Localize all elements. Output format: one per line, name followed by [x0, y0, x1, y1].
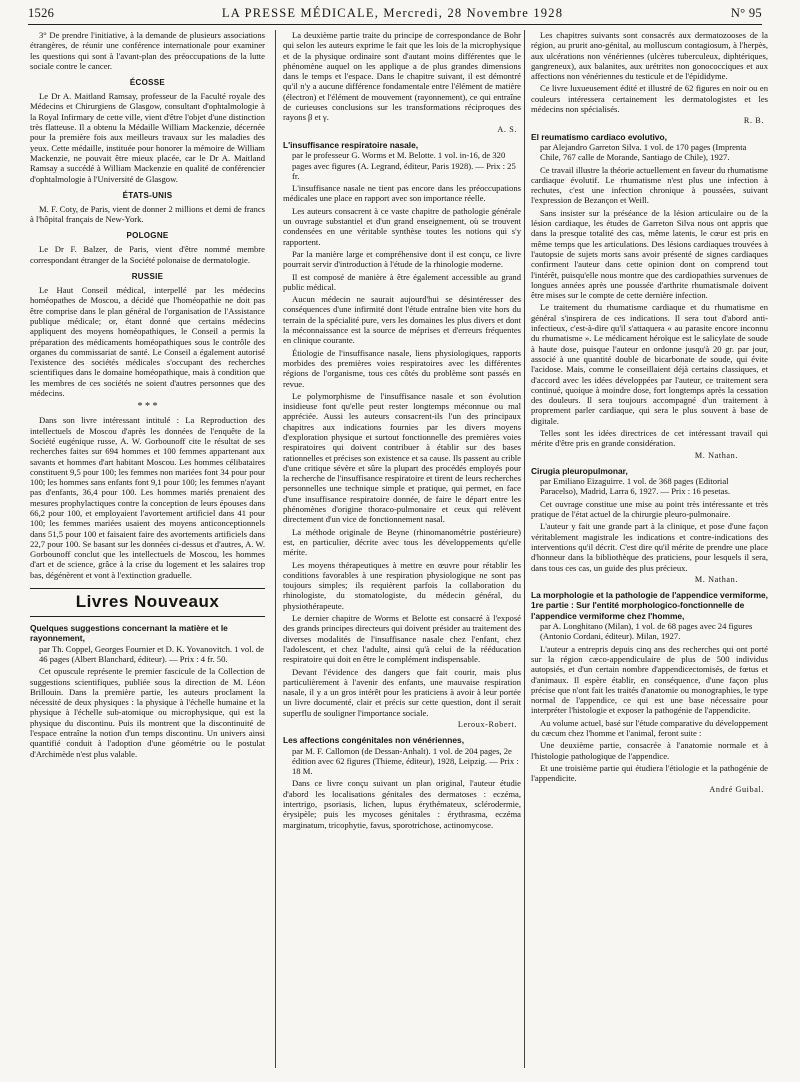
review-signature: A. S.: [497, 124, 517, 134]
asterism-separator: * * *: [137, 401, 158, 413]
ecosse-paragraph: Le Dr A. Maitland Ramsay, professeur de la Faculté royale des Médecins et Chirurgiens de Glasgow, consultant d'ophtalmologie à la Royal Infirmary de cette ville, vient d'être l'objet d'une distinction très flatteuse. Il a obtenu la Médaille William Mackenzie, décernée pour la première fois aux meilleurs travaux sur les maladies des yeux. Cette médaille, instituée pour honorer la mémoire de William Mackenzie, ne pouvait être mieux placée, car le Dr A. Maitland Ramsay a succédé à William Mackenzie en qualité de conférencier d'ophtalmologie à l'Université de Glasgow.: [30, 91, 265, 184]
review-signature: M. Nathan.: [694, 450, 738, 460]
book-info: par Emiliano Eizaguirre. 1 vol. de 368 pages (Editorial Paracelso), Madrid, Larra 6, 1927. — Prix : 16 pesetas.: [540, 476, 730, 497]
book-review-paragraph: Cet opuscule représente le premier fascicule de la Collection de suggestions scientifiques, publiée sous la direction de M. Léon Brillouin. Dans la première partie, les auteurs proclament la nécessité de deux physiques : la physique à l'échelle humaine et la physique à l'échelle sub-atomique ou microphysique, qui est la physique du discontinu. Puis ils montrent que la discontinuité de l'espace entraîne la notion d'un temps discontinu. Un univers ainsi quantifié conduit à l'adoption d'une géométrie ou le postulat d'Archimède n'est plus valable.: [30, 666, 265, 759]
book-review-paragraph: Étiologie de l'insuffisance nasale, liens physiologiques, rapports morbides des premières voies respiratoires avec les différentes régions de l'organisme, tous ces côtés du problème sont passés en revue.: [283, 347, 521, 389]
book-review-paragraph: Aucun médecin ne saurait aujourd'hui se désintéresser des conséquences d'une infirmité dont l'étude entraîne bien vite hors du terrain de la spécialité pure, vers les domaines les plus divers et dont la méconnaissance est la source de méprises et d'erreurs fréquentes en clinique courante.: [283, 294, 521, 346]
section-heading-etats-unis: ÉTATS-UNIS: [122, 190, 173, 200]
book-title: Cirugia pleuropulmonar,: [531, 465, 628, 476]
book-entry: [531, 590, 768, 641]
pologne-paragraph: Le Dr F. Balzer, de Paris, vient d'être nommé membre correspondant étranger de la Société polonaise de dermatologie.: [30, 244, 265, 265]
book-review-paragraph: Dans ce livre conçu suivant un plan original, l'auteur étudie d'abord les localisations génitales des dermatoses : eczéma, intertrigo, psoriasis, lichen, lupus érythémateux, sclérodermie, érysipèle; puis les mycoses génitales : érythrasma, eczéma marginatum, tricophytie, favus, sporotrichose, actinomycose.: [283, 778, 521, 830]
book-review-paragraph: Le polymorphisme de l'insuffisance nasale et son évolution insidieuse font qu'elle peut rester longtemps méconnue ou mal appréciée. Aussi les auteurs consacrent-ils l'un des principaux chapitres aux indications fournies par les divers moyens d'exploration physique et surtout fonctionnelle des premières voies respiratoires qui doivent contribuer à établir sur des bases rationnelles et précises son existence et sa cause. Ils passent au crible d'une critique sévère et sûre la plupart des procédés employés pour la recherche de l'insuffisance respiratoire et tirent de leurs recherches personnelles une technique simple et pratique, qui permet, en face d'une insuffisance respiratoire donnée, de faire le départ entre les phénomènes d'origine thoraco-pulmonaire et ceux qui relèvent directement d'un vice de fonctionnement nasal.: [283, 390, 521, 525]
book-review-paragraph: Il est composé de manière à être également accessible au grand public médical.: [283, 271, 521, 292]
review-continuation: Ce livre luxueusement édité et illustré de 62 figures en noir ou en couleurs intéressera certainement les dermatologistes et les médecins non spécialisés.: [531, 83, 768, 115]
column-2: [283, 30, 521, 832]
book-review-paragraph: Le dernier chapitre de Worms et Belotte est consacré à l'exposé des grands principes directeurs qui doivent présider au traitement des diverses modalités de l'insuffisance nasale chez l'enfant, chez l'adolescent, et chez l'adulte, ainsi qu'à celui de la rééducation respiratoire qui doit en être le complément indispensable.: [283, 613, 521, 665]
book-entry: [531, 466, 768, 497]
book-entry: [283, 140, 521, 181]
section-heading-russie: RUSSIE: [131, 272, 164, 282]
column-divider: [275, 30, 276, 1068]
book-title: Quelques suggestions concernant la matière et le rayonnement,: [30, 623, 228, 644]
book-review-paragraph: Cet ouvrage constitue une mise au point très intéressante et très pratique de l'état actuel de la chirurgie pleuro-pulmonaire.: [531, 498, 768, 520]
review-signature: André Guibal.: [709, 785, 764, 795]
page-header: [28, 6, 762, 22]
section-heading-pologne: POLOGNE: [126, 231, 169, 241]
book-info: par le professeur G. Worms et M. Belotte. 1 vol. in-16, de 320 pages avec figures (A. Legrand, éditeur, Paris 1928). — Prix : 25 fr.: [292, 150, 516, 181]
book-review-paragraph: L'insuffisance nasale ne tient pas encore dans les préoccupations médicales une place en rapport avec son importance réelle.: [283, 183, 521, 204]
page-number: 1526: [28, 6, 55, 20]
header-rule: [28, 24, 762, 25]
gorbounoff-paragraph: Dans son livre intéressant intitulé : La Reproduction des intellectuels de Moscou d'après les données de l'enquête de la Société eugénique russe, A. W. Gorbounoff cite le résultat de ses recherches faites sur 694 hommes et 100 femmes appartenant aux savants et hommes d'art habitant Moscou. Les hommes célibataires constituent 9,5 pour 100; les femmes non mariées font 34 pour pour 100; les hommes sans enfants font 9,1 pour 100; les femmes n'ayant pas d'enfants, 36,4 pour 100. Les hommes mariés prenaient des mesures prophylactiques contre la conception de leurs épouses dans 66,2 pour 100, et employaient l'avortement artificiel dans 41 pour 100; les femmes mariées usaient des moyens anticonceptionnels dans 51,5 pour 100 et faisaient faire des avortements artificiels dans 22,7 pour 100. Se basant sur les données ci-dessus et d'autres, A. W. Gorbounoff conclut que les intellectuels de Moscou, les hommes d'art et de science, grâce à la crise du logement et les salaires trop bas, dégénèrent et vont à l'extinction graduelle.: [30, 415, 265, 580]
book-review-paragraph: Les auteurs consacrent à ce vaste chapitre de pathologie générale un ouvrage substantiel et d'un grand enseignement, où se trouvent condensées en une véritable synthèse toutes les notions qui s'y rapportent.: [283, 205, 521, 247]
issue-number: N° 95: [730, 6, 762, 20]
book-review-paragraph: L'auteur y fait une grande part à la clinique, et pose d'une façon véritablement magistrale les indications et contre-indications des interventions qu'il décrit. C'est dire qu'il mérite de prendre une place d'honneur dans la bibliothèque des praticiens, pour lesquels il sera, dans tous ces cas, un guide des plus précieux.: [531, 521, 768, 573]
book-info: par M. F. Callomon (de Dessan-Anhalt). 1 vol. de 204 pages, 2e édition avec 62 figures (Thieme, éditeur), 1928, Leipzig. — Prix : 18 M.: [292, 745, 519, 777]
livres-nouveaux-heading: Livres Nouveaux: [30, 588, 265, 617]
book-entry: [531, 132, 768, 163]
column-1: [30, 30, 265, 761]
book-review-paragraph: Par la manière large et compréhensive dont il est conçu, ce livre pourrait servir d'introduction à l'étude de la rhinologie moderne.: [283, 248, 521, 270]
column-divider: [524, 30, 525, 1068]
book-title: El reumatismo cardiaco evolutivo,: [531, 131, 667, 142]
review-signature: Leroux-Robert.: [457, 720, 517, 729]
book-review-paragraph: Le traitement du rhumatisme cardiaque et du rhumatisme en général s'inspirera de ces indications. Il sera tout d'abord anti-infectieux, c'est-à-dire qu'il s'attaquera « au parasite encore inconnu du rhumatisme ». Le médicament héroïque est le salicylate de soude à haute dose, puisque l'auteur en ordonne jusqu'à 20 gr. par jour, associé à une quantité double de bicarbonate de soude, qui évite l'acidose. Mais, comme le conseillaient déjà certains classiques, et d'accord avec les idées développées par l'auteur, ce traitement sera continué, quoique à moindre dose, fort longtemps après la cessation des douleurs. Il sera toujours accompagné d'un traitement à proprement parler cardiaque, qui sera le plus souvent à base de digitale.: [531, 302, 768, 426]
review-signature: M. Nathan.: [694, 574, 738, 584]
book-info: par Alejandro Garreton Silva. 1 vol. de 170 pages (Imprenta Chile, 767 calle de Morande, Santiago de Chile), 1927.: [540, 141, 747, 163]
book-info: par A. Longhitano (Milan), 1 vol. de 68 pages avec 24 figures (Antonio Cordani, éditeur). Milan, 1927.: [540, 621, 753, 642]
book-review-paragraph: Sans insister sur la préséance de la lésion articulaire ou de la lésion cardiaque, les études de Garreton Silva nous ont appris que dans la presque totalité des cas, même latents, le cœur est pris en même temps que les articulations. Des lésions cardiaques trouvées à l'autopsie de sujets morts sans avoir présenté de signes cardiaques confirment l'auteur dans cette opinion dont on comprend tout l'intérêt, puisqu'elle nous montre que des cardiopathies survenues de longues années après une poussée d'arthrite rhumatismale doivent être mises sur le compte de cette dernière infection.: [531, 207, 768, 301]
book-review-paragraph: Et une troisième partie qui étudiera l'étiologie et la pathogénie de l'appendicite.: [531, 762, 768, 784]
book-review-paragraph: Devant l'évidence des dangers que fait courir, mais plus particulièrement à l'avenir des enfants, une mauvaise respiration nasale, il y a un gros intérêt pour les praticiens à avoir à leur portée un livre documenté, clair et précis sur cette question, dont il serait superflu de souligner l'importance sociale.: [283, 666, 521, 718]
book-info: par Th. Coppel, Georges Fournier et D. K. Yovanovitch. 1 vol. de 46 pages (Albert Blanchard, éditeur). — Prix : 4 fr. 50.: [39, 643, 265, 664]
column-3: [531, 30, 768, 800]
book-title: L'insuffisance respiratoire nasale,: [283, 139, 419, 150]
book-entry: [283, 735, 521, 776]
section-heading-ecosse: ÉCOSSE: [129, 78, 166, 88]
cancer-conference-paragraph: 3° De prendre l'initiative, à la demande de plusieurs associations étrangères, de réunir une conférence internationale pour examiner les questions qui sont à l'avant-plan des préoccupations de la lutte sociale contre le cancer.: [30, 30, 265, 71]
book-review-paragraph: Une deuxième partie, consacrée à l'anatomie normale et à l'histologie pathologique de l'appendice.: [531, 740, 768, 761]
book-review-paragraph: L'auteur a entrepris depuis cinq ans des recherches qui ont porté sur la région cæco-appendiculaire de plus de 500 individus autopsiés, et d'un certain nombre d'appendicectomisés, de fœtus et d'animaux. Il espère établir, en conséquence, d'une façon plus précise que n'ont fait les traités d'anatomie ou monographies, le type normal de l'appendice, ce qui est une base nécessaire pour interpréter l'histologie et exposer la pathogénie de l'appendicite.: [531, 643, 768, 716]
book-title: Les affections congénitales non vénériennes,: [283, 735, 465, 746]
book-review-paragraph: Au volume actuel, basé sur l'étude comparative du développement du cæcum chez l'homme et l'animal, feront suite :: [531, 717, 769, 738]
book-review-paragraph: Ce travail illustre la théorie actuellement en faveur du rhumatisme cardiaque évolutif. Le rhumatisme n'est plus une infection à rechutes, c'est une infection chronique à poussées, suivant l'expression de Bezançon et Weill.: [531, 164, 768, 206]
etats-unis-paragraph: M. F. Coty, de Paris, vient de donner 2 millions et demi de francs à l'hôpital français de New-York.: [30, 203, 265, 225]
book-title: La morphologie et la pathologie de l'appendice vermiforme, 1re partie : Sur l'entité morphologico-fonctionnelle de l'appendice vermiforme chez l'homme,: [531, 590, 768, 621]
journal-title: LA PRESSE MÉDICALE, Mercredi, 28 Novembre 1928: [221, 6, 564, 20]
book-entry: [30, 623, 265, 664]
review-continuation: La deuxième partie traite du principe de correspondance de Bohr qui selon les auteurs exprime le fait que les lois de la microphysique et de la physique ordinaire sont d'autant moins différentes que le phénomène auquel on les applique a de plus grandes dimensions dans le temps et l'espace. Dans le chapitre suivant, il est démontré qu'il n'y a aucune différence fondamentale entre l'élément de matière (électron) et l'élément de mouvement (rayonnement), ce qui entraîne de curieuses conclusions sur les transformations réciproques des rayons β et γ.: [283, 30, 521, 123]
book-review-paragraph: Les moyens thérapeutiques à mettre en œuvre pour rétablir les conditions favorables à une respiration physiologique ne sont pas toujours simples; ils requièrent parfois la collaboration du rhinologiste, du stomatologiste, du médecin général, du physiothérapeute.: [283, 559, 521, 611]
book-review-paragraph: Telles sont les idées directrices de cet intéressant travail qui mérite d'être pris en grande considération.: [531, 427, 768, 449]
review-signature: R. B.: [743, 116, 764, 126]
review-continuation: Les chapitres suivants sont consacrés aux dermatozooses de la région, au prurit ano-génital, au molluscum contagiosum, à l'herpès, aux ulcérations non vénériennes (ulcères tuberculeux, diphtériques, gangreneux), aux balanites, aux urétrites non gonococciques et aux affections non vénériennes du testicule et de l'épididyme.: [531, 30, 768, 82]
book-review-paragraph: La méthode originale de Beyne (rhinomanométrie postérieure) est, en particulier, décrite avec tous les développements qu'elle mérite.: [283, 526, 521, 558]
russie-paragraph: Le Haut Conseil médical, interpellé par les médecins homéopathes de Moscou, a décidé que l'homéopathie ne doit pas être comprise dans le plan général de l'organisation de l'Assistance publique médicale; or, étant donné que certains médecins appliquent des moyens homéopathiques, le Conseil a permis la préparation des médicaments homéopathiques sous le contrôle des organes du commissariat de santé. Le Conseil a également autorisé l'existence des sociétés médicales s'occupant des recherches scientifiques dans le domaine homéopathique, mais à condition que les membres de ces sociétés ne soient d'autres personnes que des médecins.: [30, 285, 265, 399]
